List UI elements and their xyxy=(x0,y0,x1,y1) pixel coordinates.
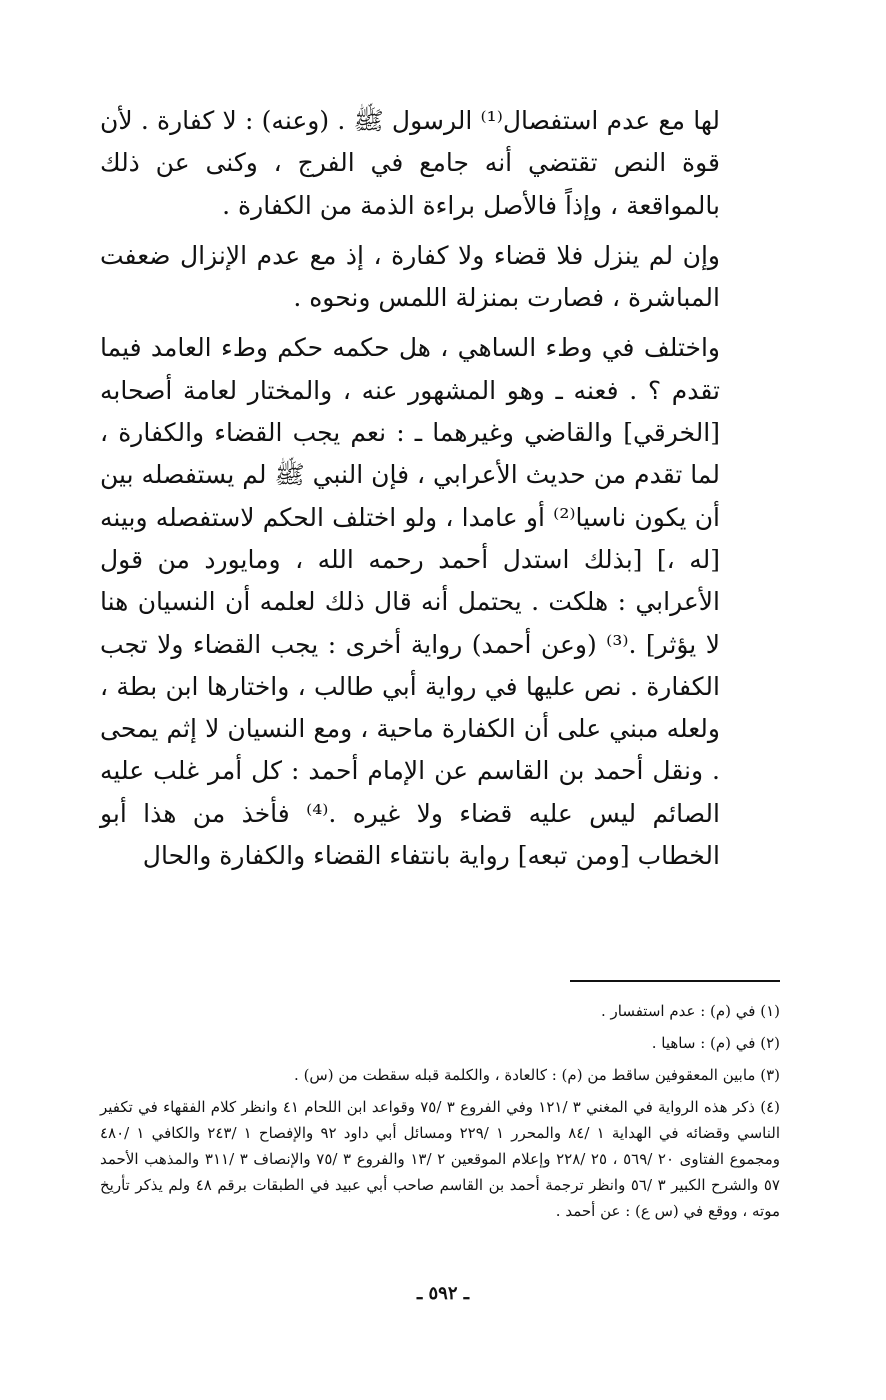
footnotes-section xyxy=(100,998,780,1230)
paragraph: وإن لم ينزل فلا قضاء ولا كفارة ، إذ مع عدم الإنزال ضعفت المباشرة ، فصارت بمنزلة اللمس ونحوه . xyxy=(100,240,720,313)
paragraph: واختلف في وطء الساهي ، هل حكمه حكم وطء العامد فيما تقدم ؟ . فعنه ـ وهو المشهور عنه ، والمختار لعامة أصحابه [الخرقي] والقاضي وغيرهما ـ : نعم يجب القضاء والكفارة ، لما تقدم من حديث الأعرابي ، فإن النبي ﷺ لم يستفصله بين أن يكون ناسيا⁽²⁾ أو عامدا ، ولو اختلف الحكم لاستفصله وبينه [له ،] [بذلك استدل أحمد رحمه الله ، ومايورد من قول الأعرابي : هلكت . يحتمل أنه قال ذلك لعلمه أن النسيان هنا لا يؤثر] .⁽³⁾ (وعن أحمد) رواية أخرى : يجب القضاء ولا تجب الكفارة . نص عليها في رواية أبي طالب ، واختارها ابن بطة ، ولعله مبني على أن الكفارة ماحية ، ومع النسيان لا إثم يمحى . ونقل أحمد بن القاسم عن الإمام أحمد : كل أمر غلب عليه الصائم ليس عليه قضاء ولا غيره .⁽⁴⁾ فأخذ من هذا أبو الخطاب [ومن تبعه] رواية بانتفاء القضاء والكفارة والحال xyxy=(100,333,721,871)
footnote-4: (٤) ذكر هذه الرواية في المغني ٣ /١٢١ وفي الفروع ٣ /٧٥ وقواعد ابن اللحام ٤١ وانظر كلام الفقهاء في تكفير الناسي وقضائه في الهداية ١ /٨٤ والمحرر ١ /٢٢٩ ومسائل أبي داود ٩٢ والإفصاح ١ /٢٤٣ والكافي ١ /٤٨٠ ومجموع الفتاوى ٢٠ /٥٦٩ ، ٢٥ /٢٢٨ وإعلام الموقعين ٢ /١٣ والفروع ٣ /٧٥ والإنصاف ٣ /٣١١ والمذهب الأحمد ٥٧ والشرح الكبير ٣ /٥٦ وانظر ترجمة أحمد بن القاسم صاحب أبي عبيد في الطبقات برقم ٤٨ ولم يذكر تأريخ موته ، ووقع في (س ع) : عن أحمد . xyxy=(100,1098,780,1220)
footnote-separator xyxy=(570,980,780,982)
footnote-1: (١) في (م) : عدم استفسار . xyxy=(600,1002,780,1020)
paragraph: لها مع عدم استفصال⁽¹⁾ الرسول ﷺ . (وعنه) : لا كفارة . لأن قوة النص تقتضي أنه جامع في الفرج ، وكنى عن ذلك بالمواقعة ، وإذاً فالأصل براءة الذمة من الكفارة . xyxy=(100,106,720,220)
page-number: ـ ٥٩٢ ـ xyxy=(416,1283,470,1304)
main-text-body xyxy=(100,100,720,877)
footnote-3: (٣) مابين المعقوفين ساقط من (م) : كالعادة ، والكلمة قبله سقطت من (س) . xyxy=(294,1066,780,1084)
footnote-2: (٢) في (م) : ساهيا . xyxy=(651,1034,780,1052)
